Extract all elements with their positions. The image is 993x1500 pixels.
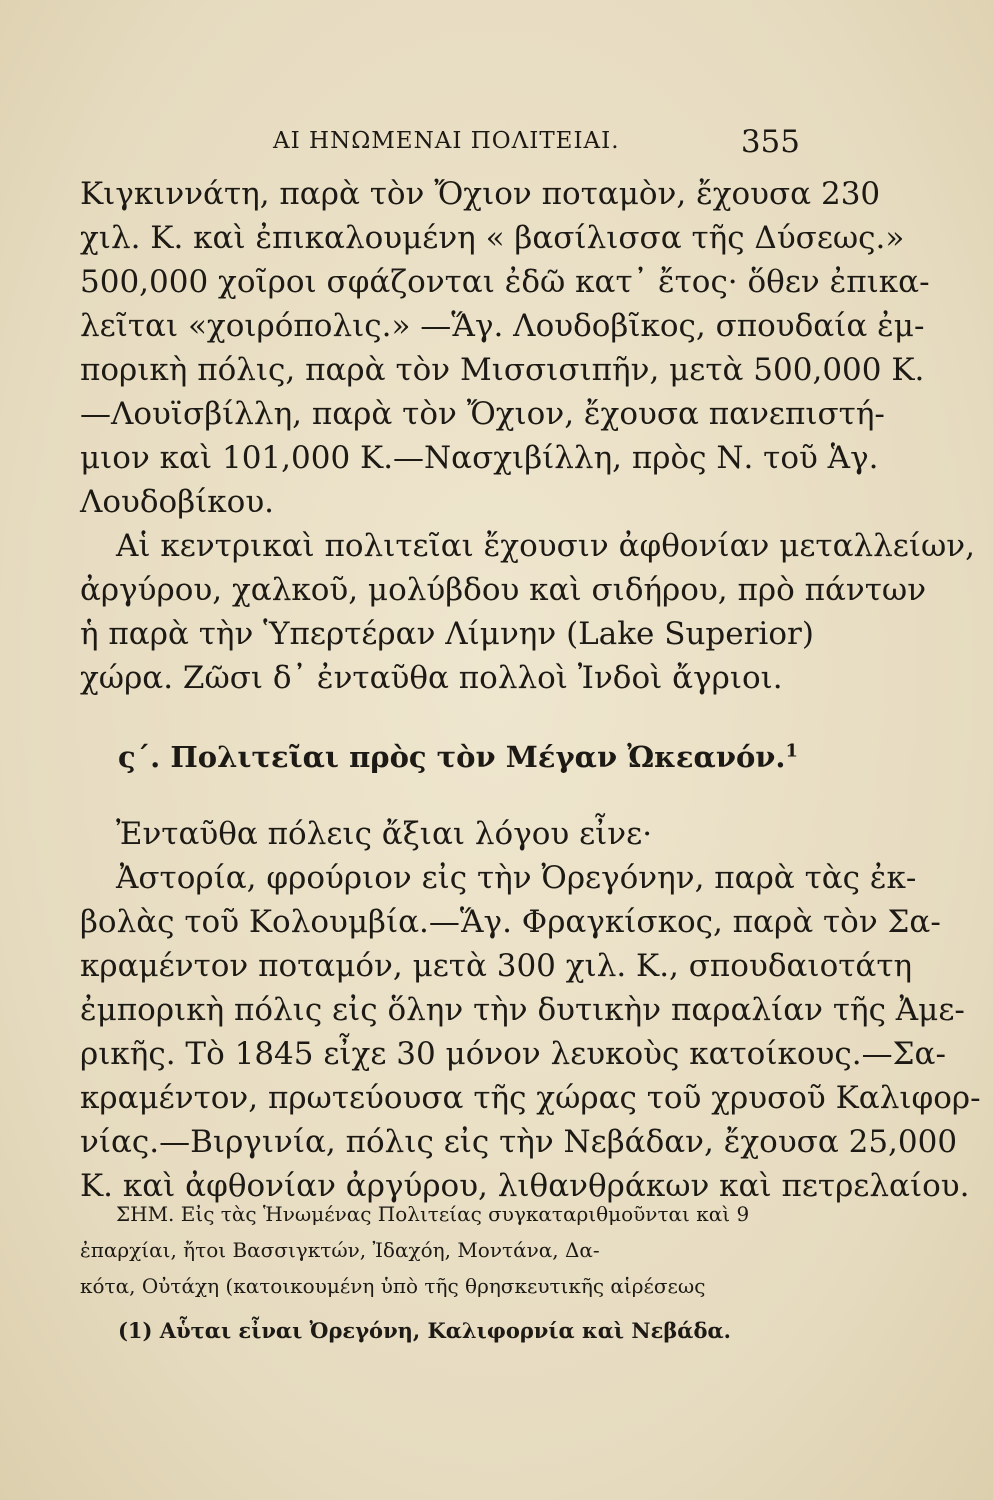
text-line: νίας.—Βιργινία, πόλις εἰς τὴν Νεβάδαν, ἔχουσα 25,000 [80, 1124, 958, 1160]
text-line: Ἐνταῦθα πόλεις ἄξιαι λόγου εἶνε· [116, 816, 653, 852]
text-line: ἡ παρὰ τὴν Ὑπερτέραν Λίμνην (Lake Superior) [80, 616, 814, 652]
text-line: κραμέντον ποταμόν, μετὰ 300 χιλ. Κ., σπουδαιοτάτη [80, 948, 913, 984]
paragraph-pacific-states [80, 812, 981, 1208]
note-block [80, 1196, 805, 1304]
text-line: χώρα. Ζῶσι δ᾽ ἐνταῦθα πολλοὶ Ἰνδοὶ ἄγριοι. [80, 660, 783, 696]
text-line: Κ. καὶ ἀφθονίαν ἀργύρου, λιθανθράκων καὶ πετρελαίου. [80, 1168, 970, 1204]
running-head: ΑΙ ΗΝΩΜΕΝΑΙ ΠΟΛΙΤΕΙΑΙ. [273, 128, 620, 154]
text-line: ἐμπορικὴ πόλις εἰς ὅλην τὴν δυτικὴν παραλίαν τῆς Ἀμε- [80, 992, 965, 1028]
text-line: κραμέντον, πρωτεύουσα τῆς χώρας τοῦ χρυσοῦ Καλιφορ- [80, 1080, 981, 1116]
paragraph-central-states [80, 524, 975, 700]
text-line: βολὰς τοῦ Κολουμβία.—Ἅγ. Φραγκίσκος, παρὰ τὸν Σα- [80, 904, 941, 940]
text-line: πορικὴ πόλις, παρὰ τὸν Μισσισιπῆν, μετὰ 500,000 Κ. [80, 352, 925, 388]
page-header [80, 124, 800, 164]
text-line: Λουδοβίκου. [80, 484, 275, 520]
text-line: Αἱ κεντρικαὶ πολιτεῖαι ἔχουσιν ἀφθονίαν μεταλλείων, [116, 528, 975, 564]
text-line: χιλ. Κ. καὶ ἐπικαλουμένη « βασίλισσα τῆς Δύσεως.» [80, 220, 905, 256]
section-heading-text: ς΄. Πολιτεῖαι πρὸς τὸν Μέγαν Ὠκεανόν. [118, 740, 786, 774]
text-line: ρικῆς. Τὸ 1845 εἶχε 30 μόνον λευκοὺς κατοίκους.—Σα- [80, 1036, 946, 1072]
text-line: 500,000 χοῖροι σφάζονται ἐδῶ κατ᾽ ἔτος· ὅθεν ἐπικα- [80, 264, 930, 300]
text-line: λεῖται «χοιρόπολις.» —Ἅγ. Λουδοβῖκος, σπουδαία ἐμ- [80, 308, 925, 344]
text-line: Ἀστορία, φρούριον εἰς τὴν Ὀρεγόνην, παρὰ τὰς ἐκ- [116, 860, 917, 896]
text-line: ἀργύρου, χαλκοῦ, μολύβδου καὶ σιδήρου, πρὸ πάντων [80, 572, 927, 608]
section-heading [118, 740, 818, 774]
text-line: —Λουϊσβίλλη, παρὰ τὸν Ὄχιον, ἔχουσα πανεπιστή- [80, 396, 885, 432]
text-line: Κιγκιννάτη, παρὰ τὸν Ὄχιον ποταμὸν, ἔχουσα 230 [80, 176, 881, 212]
note-line: ΣΗΜ. Εἰς τὰς Ἡνωμένας Πολιτείας συγκαταριθμοῦνται καὶ 9 [116, 1202, 750, 1226]
footnote: (1) Αὗται εἶναι Ὀρεγόνη, Καλιφορνία καὶ Νεβάδα. [118, 1318, 731, 1343]
paragraph-cities-east [80, 172, 930, 524]
text-line: μιον καὶ 101,000 Κ.—Νασχιβίλλη, πρὸς Ν. τοῦ Ἁγ. [80, 440, 879, 476]
note-line: ἐπαρχίαι, ἤτοι Βασσιγκτών, Ἰδαχόη, Μοντάνα, Δα- [80, 1238, 600, 1262]
footnote-marker: 1 [785, 740, 799, 762]
page-number: 355 [740, 124, 800, 160]
note-line: κότα, Οὐτάχη (κατοικουμένη ὑπὸ τῆς θρησκευτικῆς αἱρέσεως [80, 1274, 706, 1298]
